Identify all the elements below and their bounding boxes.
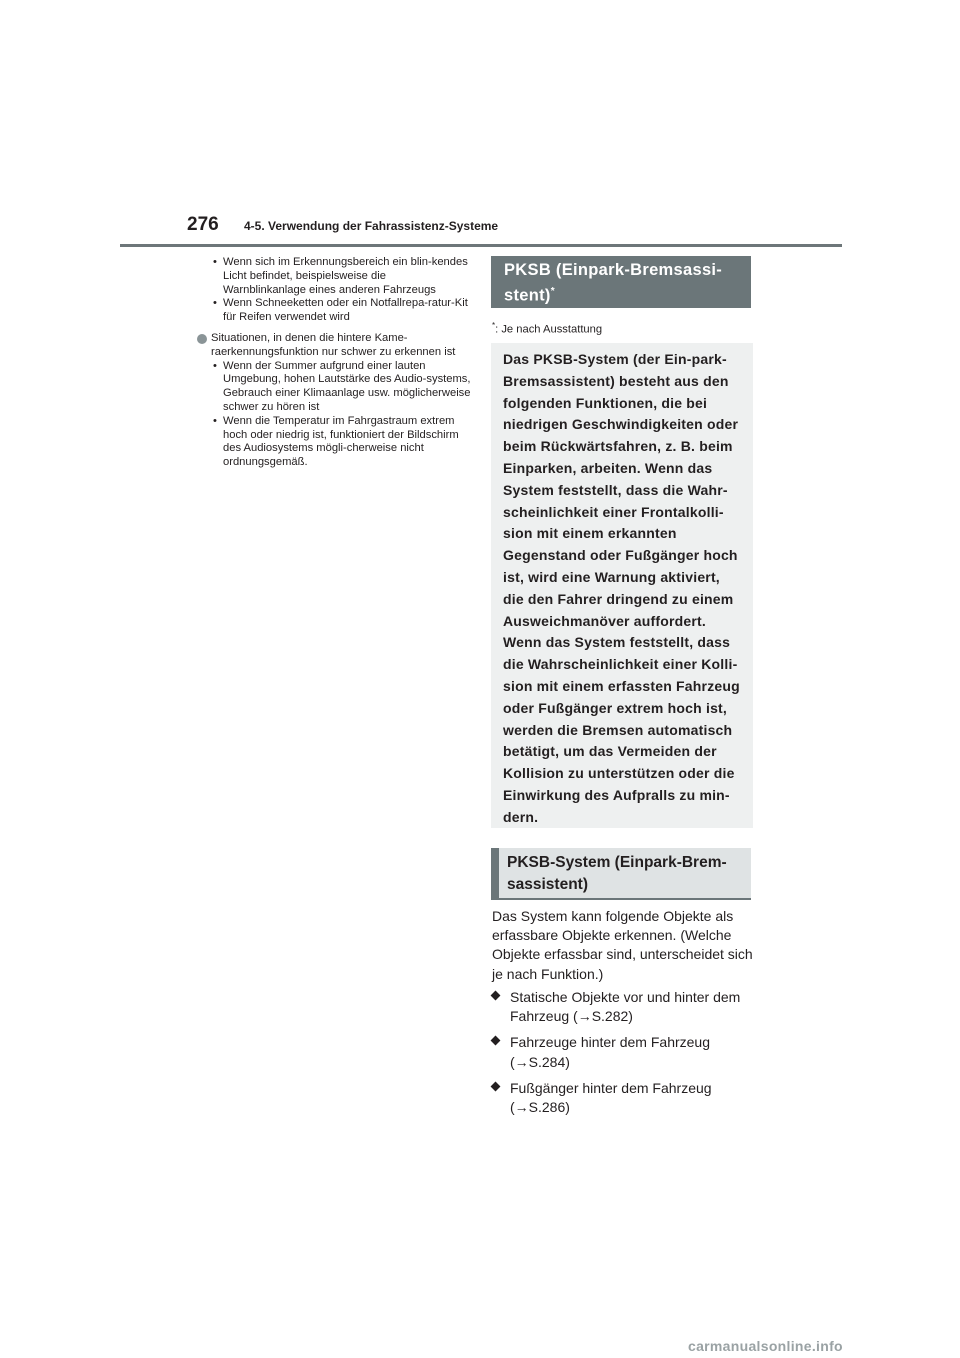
footnote-mark: * <box>492 321 496 330</box>
page-number: 276 <box>187 214 219 235</box>
list-item: • Wenn die Temperatur im Fahrgastraum extrem hoch oder niedrig ist, funktioniert der Bildschirm des Audiosystems mögli-cherweise nicht ordnungsgemäß. <box>211 415 471 470</box>
condition-list-top <box>211 256 471 325</box>
list-item: • Wenn der Summer aufgrund einer lauten Umgebung, hohen Lautstärke des Audio-systems, Gebrauch einer Klimaanlage usw. möglicherweise schwer zu hören ist <box>211 360 471 415</box>
section-title: 4-5. Verwendung der Fahrassistenz-Systeme <box>244 219 499 233</box>
body-text: Das System kann folgende Objekte als erfassbare Objekte erkennen. (Welche Objekte erfassbar sind, unterscheidet sich je nach Funktion.) <box>492 908 753 982</box>
diamond-bullet-icon <box>491 1081 501 1091</box>
header-rule <box>120 244 842 247</box>
diamond-bullet-icon <box>491 1036 501 1046</box>
object-list <box>492 988 754 1124</box>
circle-bullet-icon <box>197 334 207 344</box>
list-item <box>492 988 754 1026</box>
pksb-title-mark: * <box>550 286 555 297</box>
list-item: • Wenn sich im Erkennungsbereich ein blin-kendes Licht befindet, beispielsweise die Warnblinkanlage eines anderen Fahrzeugs <box>211 256 471 297</box>
condition-list-bottom <box>211 360 471 470</box>
intro-box <box>491 343 753 828</box>
list-item-text: Statische Objekte vor und hinter dem Fahrzeug (→S.282) <box>510 989 741 1025</box>
watermark: carmanualsonline.info <box>688 1338 843 1354</box>
list-item <box>492 1033 754 1071</box>
left-column <box>211 256 471 470</box>
pksb-title: PKSB (Einpark-Bremsassi-stent) <box>504 261 723 305</box>
situation-block <box>211 332 471 470</box>
footnote <box>492 321 602 336</box>
list-item-text: Fußgänger hinter dem Fahrzeug (→S.286) <box>510 1079 712 1116</box>
pksb-system-header <box>491 848 751 900</box>
list-item <box>492 1079 754 1117</box>
situation-heading: Situationen, in denen die hintere Kame-raerkennungsfunktion nur schwer zu erkennen ist <box>211 331 456 358</box>
diamond-bullet-icon <box>491 991 501 1001</box>
pksb-section-header <box>491 256 751 308</box>
footnote-text: : Je nach Ausstattung <box>495 323 603 336</box>
list-item: • Wenn Schneeketten oder ein Notfallrepa-ratur-Kit für Reifen verwendet wird <box>211 297 471 325</box>
sub-title: PKSB-System (Einpark-Brem-sassistent) <box>507 854 727 893</box>
list-item-text: Fahrzeuge hinter dem Fahrzeug (→S.284) <box>510 1034 710 1070</box>
intro-text: Das PKSB-System (der Ein-park-Bremsassistent) besteht aus den folgenden Funktionen, die bei niedrigen Geschwindigkeiten oder beim Rückwärtsfahren, z. B. beim Einparken, arbeiten. Wenn das System feststellt, dass die Wahr-scheinlichkeit einer Frontalkolli-sion mit einem erkannten Gegenstand oder Fußgänger hoch ist, wird eine Warnung aktiviert, die den Fahrer dringend zu einem Ausweichmanöver auffordert. Wenn das System feststellt, dass die Wahrscheinlichkeit einer Kolli-sion mit einem erfassten Fahrzeug oder Fußgänger extrem hoch ist, werden die Bremsen automatisch betätigt, um das Vermeiden der Kollision zu unterstützen oder die Einwirkung des Aufpralls zu min-dern. <box>503 351 740 825</box>
